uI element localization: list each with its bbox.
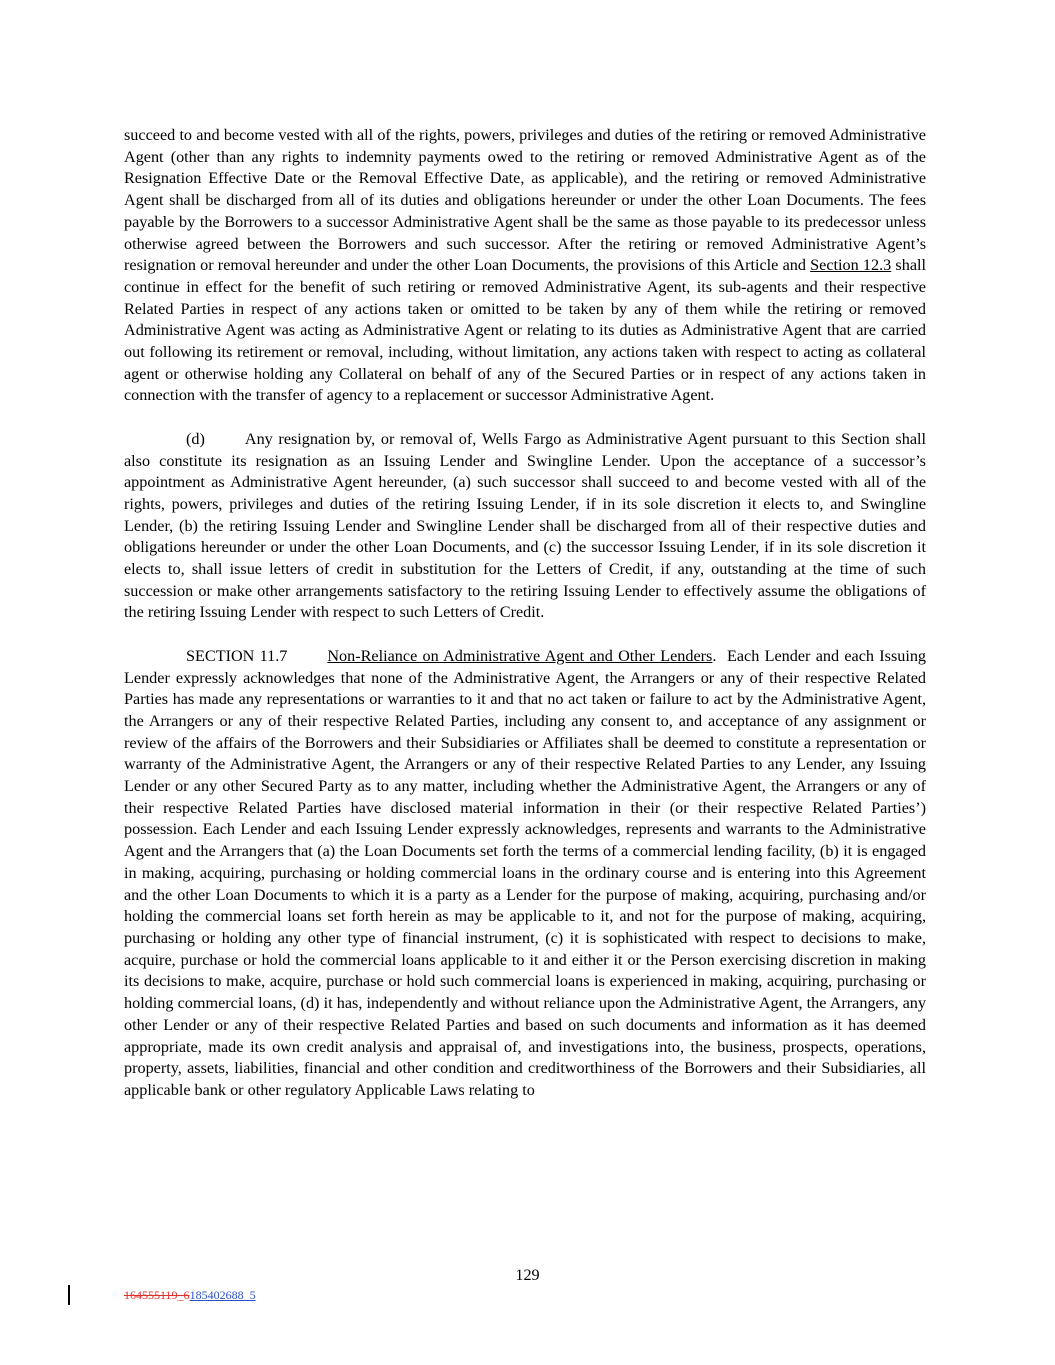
continuation-text-2: shall continue in effect for the benefit of such retiring or removed Administrative Agent, its sub-agents and their respective Related Parties in respect of any actions taken or omitted to be taken by any of them while the retiring or removed Administrative Agent was acting as Administrative Agent or relating to its duties as Administrative Agent that are carried out following its retirement or removal, including, without limitation, any actions taken with respect to acting as collateral agent or otherwise holding any Collateral on behalf of any of the Secured Parties or in respect of any actions taken in connection with the transfer of agency to a replacement or successor Administrative Agent. — [124, 256, 927, 405]
continuation-paragraph — [124, 125, 926, 407]
section-11-7-text: Each Lender and each Issuing Lender expressly acknowledges that none of the Administrative Agent, the Arrangers or any of their respective Related Parties has made any representations or warranties to it and that no act taken or failure to act by the Administrative Agent, the Arrangers or any of their respective Related Parties, including any consent to, and acceptance of any assignment or review of the affairs of the Borrowers and their Subsidiaries or Affiliates shall be deemed to constitute a representation or warranty of the Administrative Agent, the Arrangers or any of their respective Related Parties to any Lender, any Issuing Lender or any other Secured Party as to any matter, including whether the Administrative Agent, the Arrangers or any of their respective Related Parties have disclosed material information in their (or their respective Related Parties’) possession. Each Lender and each Issuing Lender expressly acknowledges, represents and warrants to the Administrative Agent and the Arrangers that (a) the Loan Documents set forth the terms of a commercial lending facility, (b) it is engaged in making, acquiring, purchasing or holding commercial loans in the ordinary course and is entering into this Agreement and the other Loan Documents to which it is a party as a Lender for the purpose of making, acquiring, purchasing and/or holding the commercial loans set forth herein as may be applicable to it, and not for the purpose of making, acquiring, purchasing or holding any other type of financial instrument, (c) it is sophisticated with respect to decisions to make, acquire, purchase or hold the commercial loans applicable to it and either it or the Person exercising discretion in making its decisions to make, acquire, purchase or hold such commercial loans is experienced in making, acquiring, purchasing or holding commercial loans, (d) it has, independently and without reliance upon the Administrative Agent, the Arrangers, any other Lender or any of their respective Related Parties and based on such documents and information as it has deemed appropriate, made its own credit analysis and appraisal of, and investigations into, the business, prospects, operations, property, assets, liabilities, financial and other condition and creditworthiness of the Borrowers and their Subsidiaries, all applicable bank or other regulatory Applicable Laws relating to — [124, 646, 927, 1099]
document-id — [124, 1288, 256, 1302]
section-11-7-number: SECTION 11.7 — [186, 646, 288, 665]
document-id-inserted: 185402688_5 — [189, 1288, 256, 1302]
section-12-3-reference: Section 12.3 — [810, 256, 892, 275]
clause-d-label: (d) — [186, 429, 205, 448]
revision-change-bar — [68, 1285, 70, 1305]
continuation-text-1: succeed to and become vested with all of the rights, powers, privileges and duties of the retiring or removed Administrative Agent (other than any rights to indemnity payments owed to the retiring or removed Administrative Agent as of the Resignation Effective Date or the Removal Effective Date, as applicable), and the retiring or removed Administrative Agent shall be discharged from all of its duties and obligations hereunder or under the other Loan Documents. The fees payable by the Borrowers to a successor Administrative Agent shall be the same as those payable to its predecessor unless otherwise agreed between the Borrowers and such successor. After the retiring or removed Administrative Agent’s resignation or removal hereunder and under the other Loan Documents, the provisions of this Article and — [124, 126, 926, 275]
page-number: 129 — [515, 1266, 540, 1284]
clause-d-text: Any resignation by, or removal of, Wells Fargo as Administrative Agent pursuant to this Section shall also constitute its resignation as an Issuing Lender and Swingline Lender. Upon the acceptance of a successor’s appointment as Administrative Agent hereunder, (a) such successor shall succeed to and become vested with all of the rights, powers, privileges and duties of the retiring Issuing Lender, if in its sole discretion it elects to, and Swingline Lender, (b) the retiring Issuing Lender and Swingline Lender shall be discharged from all of their respective duties and obligations hereunder or under the other Loan Documents, and (c) the successor Issuing Lender, if in its sole discretion it elects to, shall issue letters of credit in substitution for the Letters of Credit, if any, outstanding at the time of such succession or make other arrangements satisfactory to the retiring Issuing Lender to effectively assume the obligations of the retiring Issuing Lender with respect to such Letters of Credit. — [124, 429, 926, 622]
document-body — [124, 125, 926, 1123]
section-11-7-paragraph — [124, 646, 926, 1102]
section-11-7-heading: Non-Reliance on Administrative Agent and Other Lenders — [327, 646, 713, 665]
document-id-deleted: 164555119_6 — [124, 1288, 190, 1302]
clause-d-paragraph — [124, 429, 926, 624]
section-11-7-heading-period: . — [712, 646, 717, 665]
